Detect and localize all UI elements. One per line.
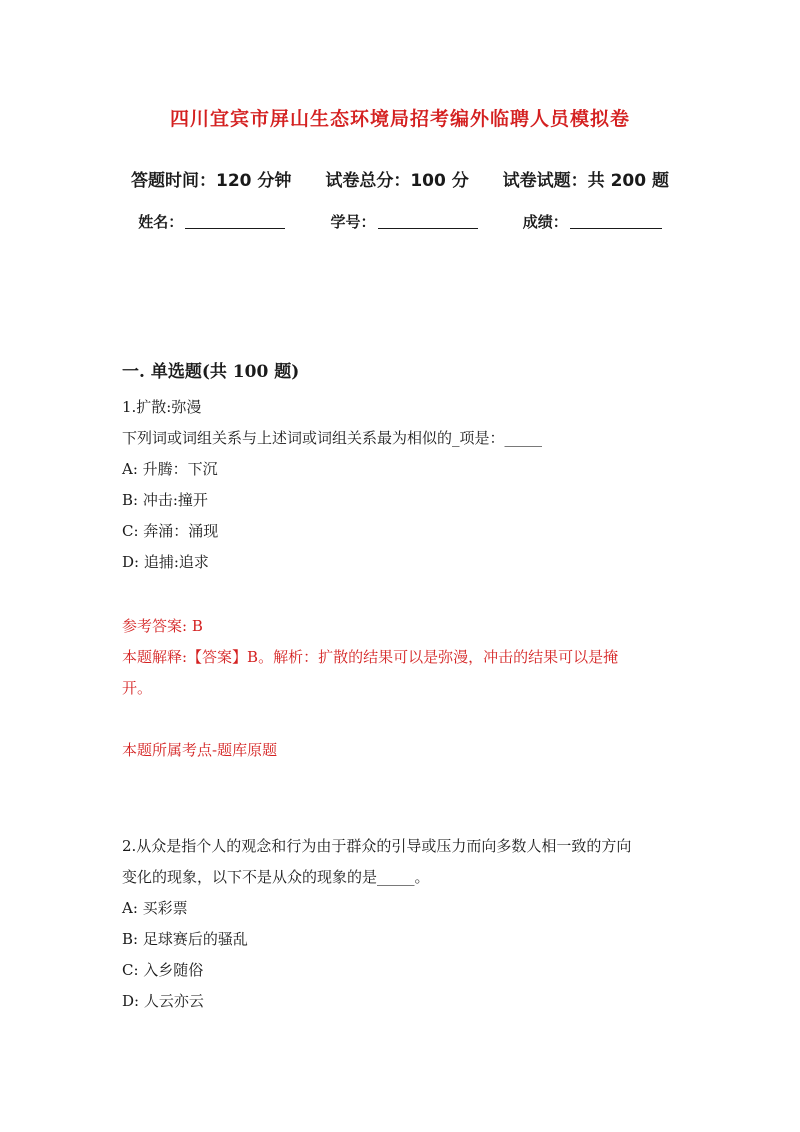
q2-option-c: C: 入乡随俗 [122, 961, 204, 979]
q1-prompt: 下列词或词组关系与上述词或词组关系最为相似的_项是：_____ [122, 429, 543, 447]
question-1 [122, 392, 682, 578]
section-title: 一. 单选题(共 100 题) [122, 362, 300, 382]
id-field [330, 211, 477, 232]
student-info [0, 211, 800, 232]
q1-answer-block [122, 611, 682, 704]
q1-explanation-line2: 开。 [122, 679, 153, 697]
exam-total-score: 试卷总分：100 分 [325, 171, 469, 191]
q1-explanation-line1: 本题解释:【答案】B。解析：扩散的结果可以是弥漫，冲击的结果可以是掩 [122, 648, 619, 666]
q1-option-d: D: 追捕:追求 [122, 553, 209, 571]
q1-option-c: C: 奔涌：涌现 [122, 522, 219, 540]
q1-answer: 参考答案: B [122, 617, 203, 635]
score-label: 成绩： [522, 213, 568, 231]
score-field [523, 211, 662, 232]
name-field [138, 211, 285, 232]
id-label: 学号： [330, 213, 376, 231]
q2-option-a: A: 买彩票 [122, 899, 188, 917]
q1-stem: 1.扩散:弥漫 [122, 398, 202, 416]
exam-meta [0, 166, 800, 191]
score-blank [570, 214, 662, 229]
exam-title: 四川宜宾市屏山生态环境局招考编外临聘人员模拟卷 [169, 108, 630, 130]
q2-stem-line1: 2.从众是指个人的观念和行为由于群众的引导或压力而向多数人相一致的方向 [122, 837, 632, 855]
q2-option-d: D: 人云亦云 [122, 992, 204, 1010]
question-2 [122, 831, 682, 1017]
q1-source: 本题所属考点-题库原题 [122, 741, 278, 759]
id-blank [378, 214, 478, 229]
q1-option-a: A: 升腾：下沉 [122, 460, 218, 478]
name-blank [185, 214, 285, 229]
name-label: 姓名： [138, 213, 184, 231]
exam-time: 答题时间：120 分钟 [131, 171, 292, 191]
q2-stem-line2: 变化的现象，以下不是从众的现象的是_____。 [122, 868, 430, 886]
q2-option-b: B: 足球赛后的骚乱 [122, 930, 248, 948]
exam-question-count: 试卷试题：共 200 题 [502, 171, 669, 191]
q1-option-b: B: 冲击:撞开 [122, 491, 208, 509]
